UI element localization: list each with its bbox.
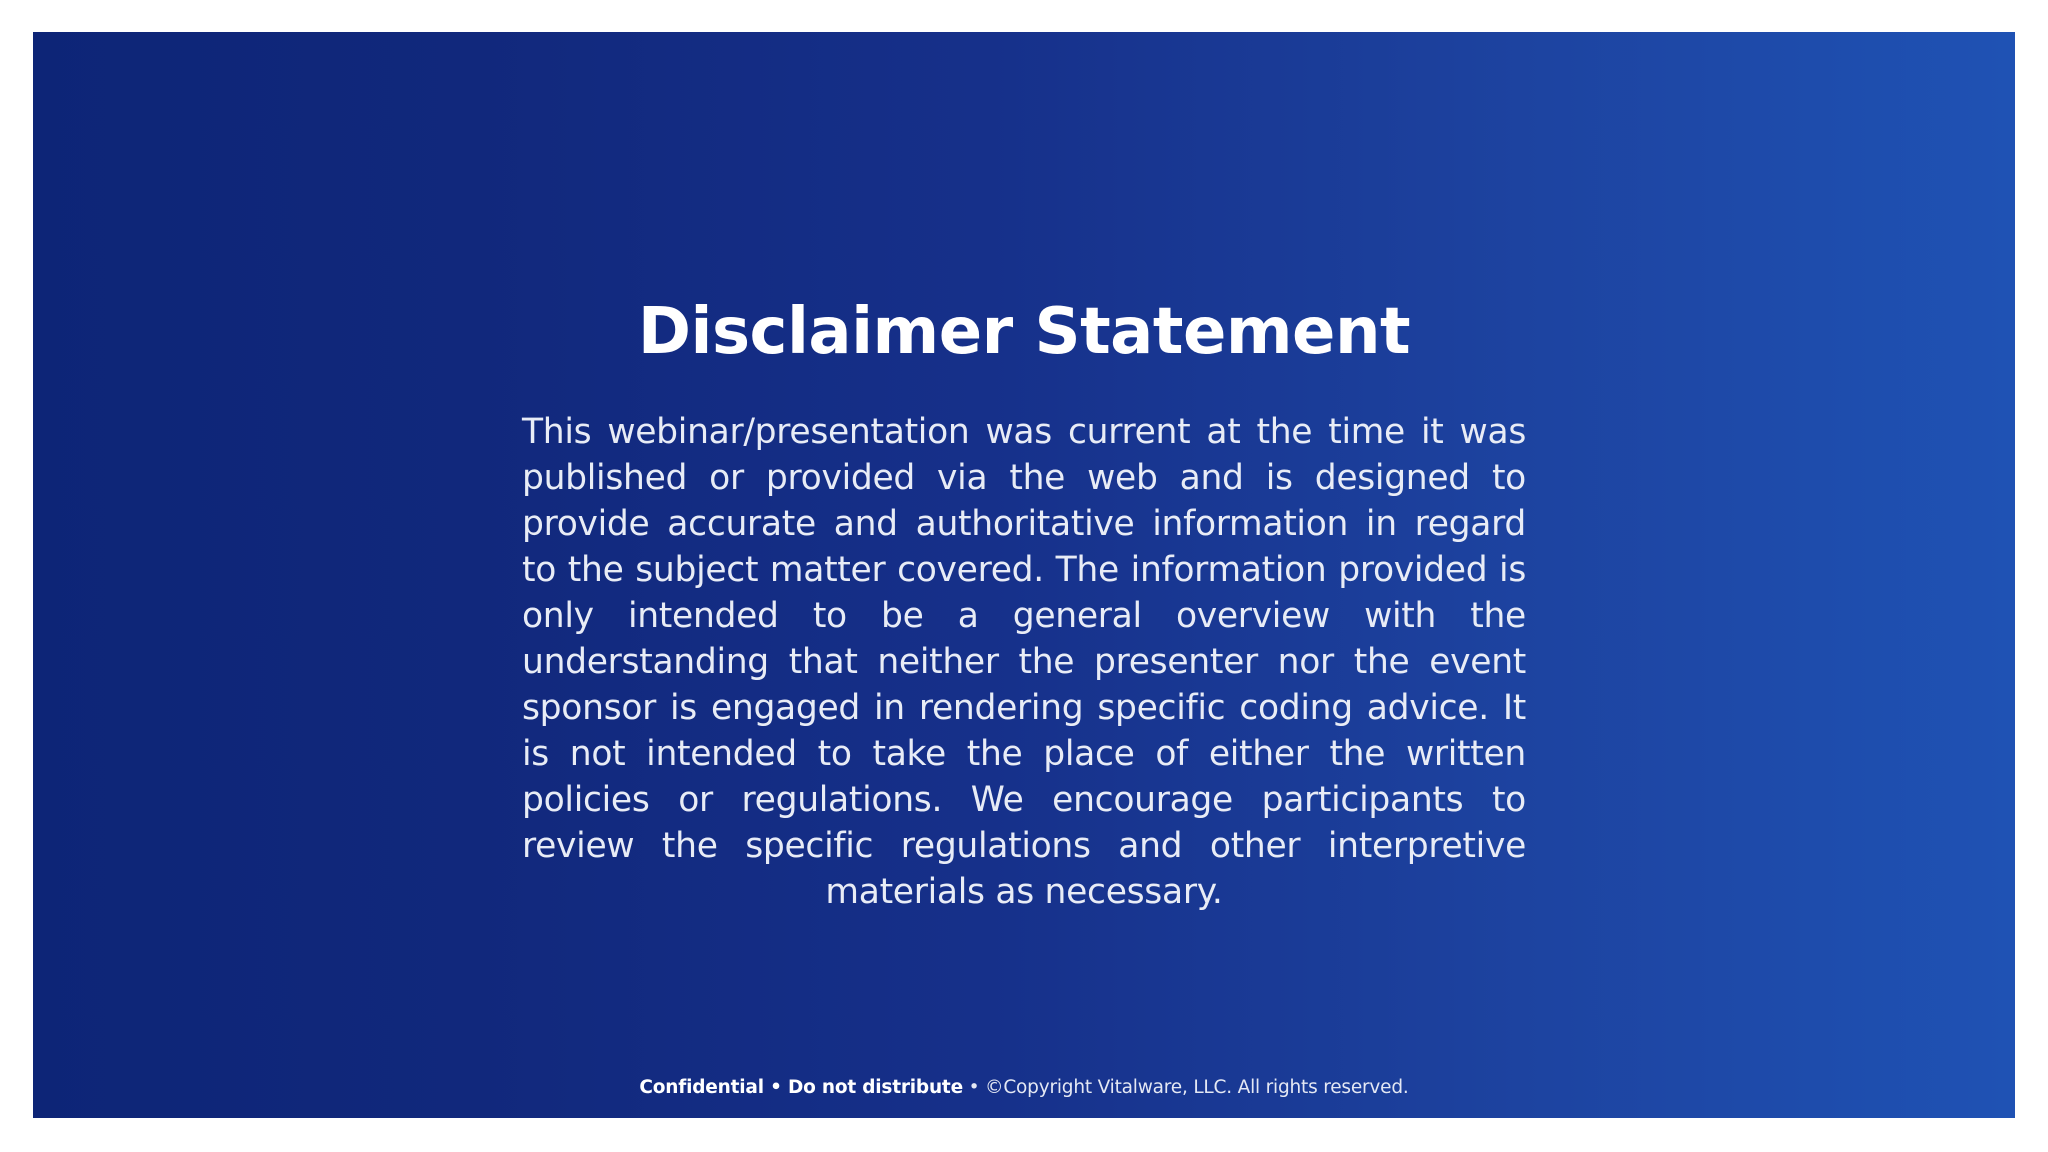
slide-title: Disclaimer Statement: [637, 295, 1411, 369]
footer-separator: •: [962, 1077, 986, 1098]
footer-confidential: Confidential • Do not distribute: [639, 1077, 963, 1098]
slide-content: [33, 294, 2015, 949]
slide-canvas: [33, 32, 2015, 1118]
footer-copyright: ©Copyright Vitalware, LLC. All rights reserved.: [985, 1077, 1409, 1098]
slide-footer: [33, 1077, 2015, 1098]
disclaimer-body: This webinar/presentation was current at the time it was published or provided via the web and is designed to provide accurate and authoritative information in regard to the subject matter covered. The information provided is only intended to be a general overview with the understanding that neither the presenter nor the event sponsor is engaged in rendering specific coding advice. It is not intended to take the place of either the written policies or regulations. We encourage participants to review the specific regulations and other interpretive materials as necessary.: [522, 411, 1526, 912]
